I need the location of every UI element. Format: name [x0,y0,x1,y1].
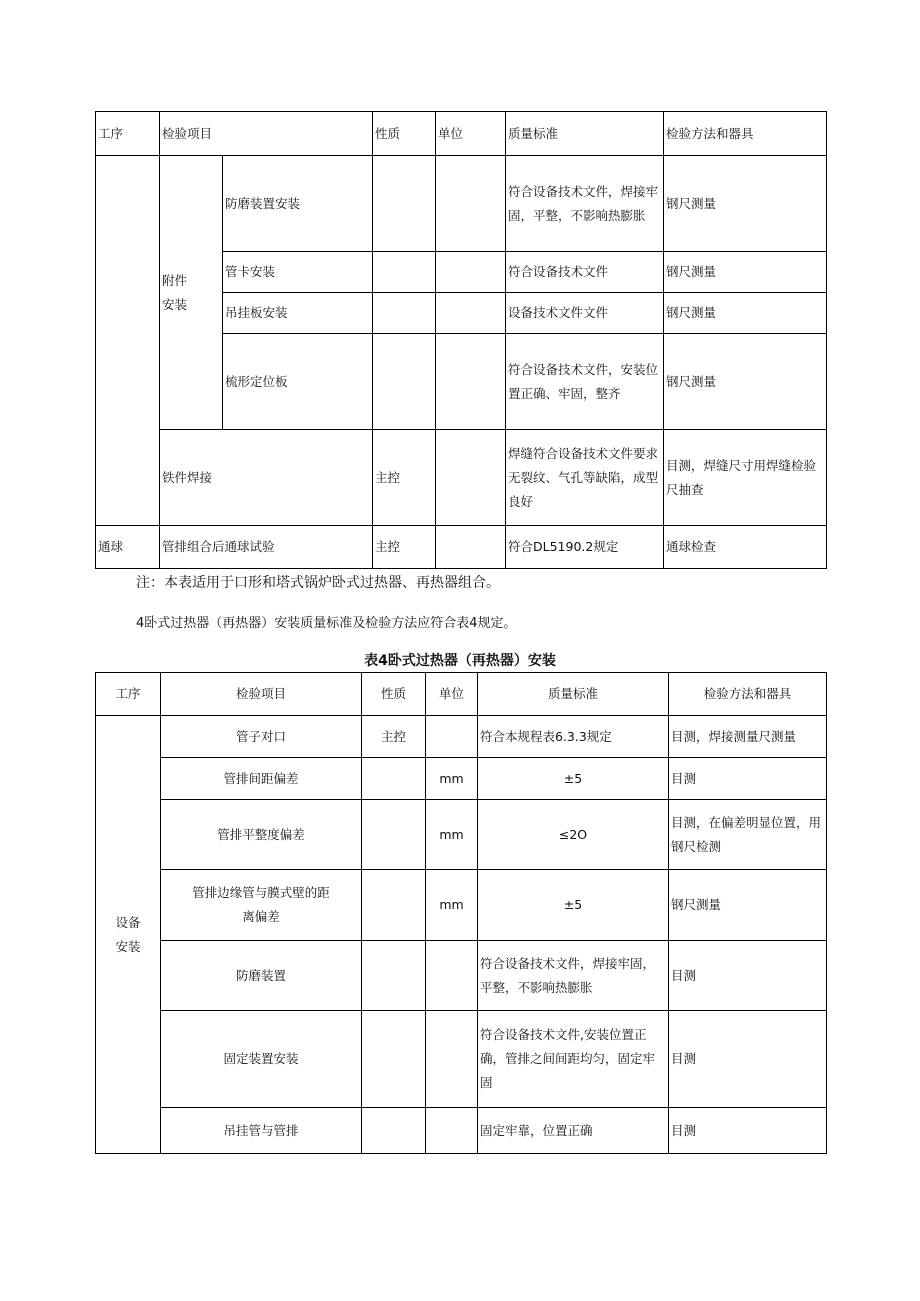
header-method: 检验方法和器具 [669,673,827,716]
table-2-title: 表4卧式过热器（再热器）安装 [364,653,556,669]
table-row [96,758,827,800]
standard-cell: ±5 [478,758,669,800]
item-cell-text: 管排边缘管与膜式壁的距离偏差 [192,885,330,924]
item-cell: 管排组合后通球试验 [160,526,373,569]
standard-cell: ≤2O [478,800,669,870]
table-row [96,1108,827,1154]
table-row [96,870,827,941]
method-cell: 钢尺测量 [664,156,827,252]
process-cell-empty [96,156,160,526]
standard-cell: 符合设备技术文件，焊接牢固，平整，不影响热膨胀 [506,156,664,252]
nature-cell: 主控 [373,430,436,526]
standard-cell: 符合设备技术文件，安装位置正确、牢固，整齐 [506,334,664,430]
standard-cell: 焊缝符合设备技术文件要求无裂纹、气孔等缺陷，成型良好 [506,430,664,526]
standard-cell: 设备技术文件文件 [506,293,664,334]
item-cell: 防磨装置安装 [223,156,373,252]
nature-cell [362,758,426,800]
unit-cell [436,252,506,293]
group-label-text: 附件安装 [162,272,188,312]
header-process: 工序 [96,673,161,716]
standard-cell: 符合设备技术文件,安装位置正确，管排之间间距均匀，固定牢固 [478,1011,669,1108]
nature-cell [362,1108,426,1154]
nature-cell [362,941,426,1011]
table-row [96,526,827,569]
nature-cell: 主控 [362,716,426,758]
item-cell [161,870,362,941]
process-cell: 通球 [96,526,160,569]
standard-cell: ±5 [478,870,669,941]
table-row [96,800,827,870]
header-nature: 性质 [373,112,436,156]
nature-cell [373,293,436,334]
unit-cell [436,430,506,526]
header-unit: 单位 [436,112,506,156]
method-cell: 钢尺测量 [664,334,827,430]
item-cell: 固定装置安装 [161,1011,362,1108]
standard-cell: 符合设备技术文件，焊接牢固，平整，不影响热膨胀 [478,941,669,1011]
method-cell: 通球检查 [664,526,827,569]
unit-cell [436,293,506,334]
table-1 [95,111,827,569]
header-item: 检验项目 [160,112,373,156]
method-cell: 钢尺测量 [669,870,827,941]
process-cell-text: 设备安装 [115,914,141,954]
item-cell: 吊挂管与管排 [161,1108,362,1154]
table-row [96,430,827,526]
standard-cell: 符合本规程表6.3.3规定 [478,716,669,758]
unit-cell [426,1011,478,1108]
item-cell: 吊挂板安装 [223,293,373,334]
method-cell: 钢尺测量 [664,252,827,293]
method-cell: 目测 [669,941,827,1011]
table-row [96,1011,827,1108]
header-process: 工序 [96,112,160,156]
header-standard: 质量标准 [506,112,664,156]
group-label [160,156,223,430]
table-row [96,941,827,1011]
table-header-row [96,112,827,156]
unit-cell [436,156,506,252]
unit-cell [436,526,506,569]
header-standard: 质量标准 [478,673,669,716]
unit-cell [426,941,478,1011]
method-cell: 目测，焊缝尺寸用焊缝检验尺抽查 [664,430,827,526]
item-cell: 防磨装置 [161,941,362,1011]
nature-cell [362,800,426,870]
item-cell: 铁件焊接 [160,430,373,526]
table-row [96,156,827,252]
nature-cell [362,870,426,941]
header-unit: 单位 [426,673,478,716]
unit-cell [426,716,478,758]
standard-cell: 符合DL5190.2规定 [506,526,664,569]
unit-cell: mm [426,870,478,941]
standard-cell: 符合设备技术文件 [506,252,664,293]
method-cell: 目测 [669,1011,827,1108]
body-paragraph: 4卧式过热器（再热器）安装质量标准及检验方法应符合表4规定。 [136,616,517,631]
item-cell: 管卡安装 [223,252,373,293]
header-method: 检验方法和器具 [664,112,827,156]
method-cell: 目测，在偏差明显位置，用钢尺检测 [669,800,827,870]
item-cell: 管排平整度偏差 [161,800,362,870]
item-cell: 管子对口 [161,716,362,758]
unit-cell: mm [426,758,478,800]
table-2 [95,672,827,1154]
nature-cell: 主控 [373,526,436,569]
table-row [96,716,827,758]
unit-cell: mm [426,800,478,870]
header-item: 检验项目 [161,673,362,716]
unit-cell [436,334,506,430]
header-nature: 性质 [362,673,426,716]
table-note: 注：本表适用于口形和塔式锅炉卧式过热器、再热器组合。 [136,575,500,591]
nature-cell [373,334,436,430]
item-cell: 管排间距偏差 [161,758,362,800]
standard-cell: 固定牢靠，位置正确 [478,1108,669,1154]
nature-cell [362,1011,426,1108]
method-cell: 目测 [669,758,827,800]
method-cell: 钢尺测量 [664,293,827,334]
item-cell: 梳形定位板 [223,334,373,430]
method-cell: 目测，焊接测量尺测量 [669,716,827,758]
unit-cell [426,1108,478,1154]
nature-cell [373,252,436,293]
nature-cell [373,156,436,252]
table-header-row [96,673,827,716]
process-cell [96,716,161,1154]
method-cell: 目测 [669,1108,827,1154]
